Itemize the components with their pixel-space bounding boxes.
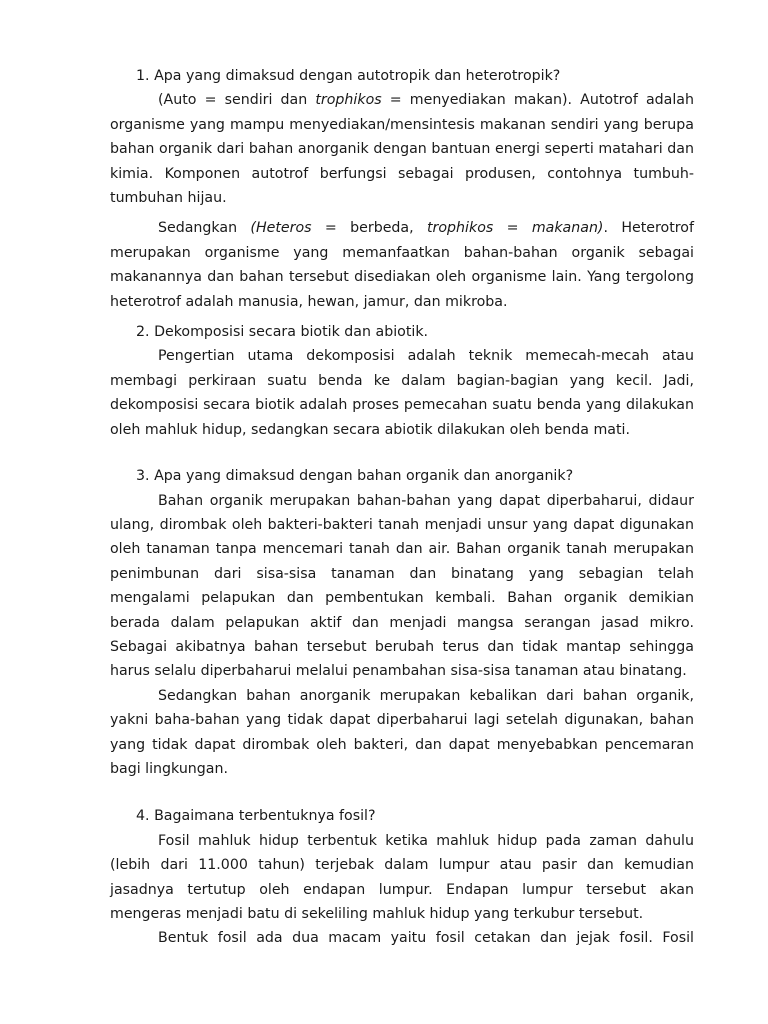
question-text: Dekomposisi secara biotik dan abiotik. xyxy=(154,324,429,341)
answer-4-paragraph-1: Fosil mahluk hidup terbentuk ketika mahluk hidup pada zaman dahulu (lebih dari 11.000 tahun) terjebak dalam lumpur atau pasir dan kemudian jasadnya tertutup oleh endapan lumpur. Endapan lumpur tersebut akan mengeras menjadi batu di sekeliling mahluk hidup yang terkubur tersebut. xyxy=(110,832,694,922)
question-text: Bagaimana terbentuknya fosil? xyxy=(154,808,376,825)
answer-1-paragraph-2: Sedangkan (Heteros = berbeda, trophikos = makanan). Heterotrof merupakan organisme yang memanfaatkan bahan-bahan organik sebagai makanannya dan bahan tersebut disediakan oleh organisme lain. Yang tergolong heterotrof adalah manusia, hewan, jamur, dan mikroba. xyxy=(110,220,694,310)
answer-2-paragraph-1: Pengertian utama dekomposisi adalah teknik memecah-mecah atau membagi perkiraan suatu benda ke dalam bagian-bagian yang kecil. Jadi, dekomposisi secara biotik adalah proses pemecahan suatu benda yang dilakukan oleh mahluk hidup, sedangkan secara abiotik dilakukan oleh benda mati. xyxy=(110,348,694,438)
question-text: Apa yang dimaksud dengan bahan organik dan anorganik? xyxy=(154,468,574,485)
question-3 xyxy=(110,464,694,488)
question-1 xyxy=(110,64,694,88)
question-4 xyxy=(110,804,694,828)
question-number: 4. xyxy=(136,808,150,825)
answer-3-paragraph-2: Sedangkan bahan anorganik merupakan kebalikan dari bahan organik, yakni baha-bahan yang tidak dapat diperbaharui lagi setelah digunakan, bahan yang tidak dapat dirombak oleh bakteri, dan dapat menyebabkan pencemaran bagi lingkungan. xyxy=(110,687,694,777)
document-page xyxy=(110,64,694,951)
question-text: Apa yang dimaksud dengan autotropik dan heterotropik? xyxy=(154,68,561,84)
answer-3-paragraph-1: Bahan organik merupakan bahan-bahan yang dapat diperbaharui, didaur ulang, dirombak oleh bakteri-bakteri tanah menjadi unsur yang dapat digunakan oleh tanaman tanpa mencemari tanah dan air. Bahan organik tanah merupakan penimbunan dari sisa-sisa tanaman dan binatang yang sebagian telah mengalami pelapukan dan pembentukan kembali. Bahan organik demikian berada dalam pelapukan aktif dan menjadi mangsa serangan jasad mikro. Sebagai akibatnya bahan tersebut berubah terus dan tidak mantap sehingga harus selalu diperbaharui melalui penambahan sisa-sisa tanaman atau binatang. xyxy=(110,492,694,680)
answer-4-paragraph-2: Bentuk fosil ada dua macam yaitu fosil cetakan dan jejak fosil. Fosil xyxy=(158,930,694,947)
question-2 xyxy=(110,320,694,344)
answer-1-paragraph-1: (Auto = sendiri dan trophikos = menyediakan makan). Autotrof adalah organisme yang mampu menyediakan/mensintesis makanan sendiri yang berupa bahan organik dari bahan anorganik dengan bantuan energi seperti matahari dan kimia. Komponen autotrof berfungsi sebagai produsen, contohnya tumbuh-tumbuhan hijau. xyxy=(110,92,694,207)
question-number: 3. xyxy=(136,468,150,485)
question-number: 1. xyxy=(136,68,150,84)
question-number: 2. xyxy=(136,324,150,341)
